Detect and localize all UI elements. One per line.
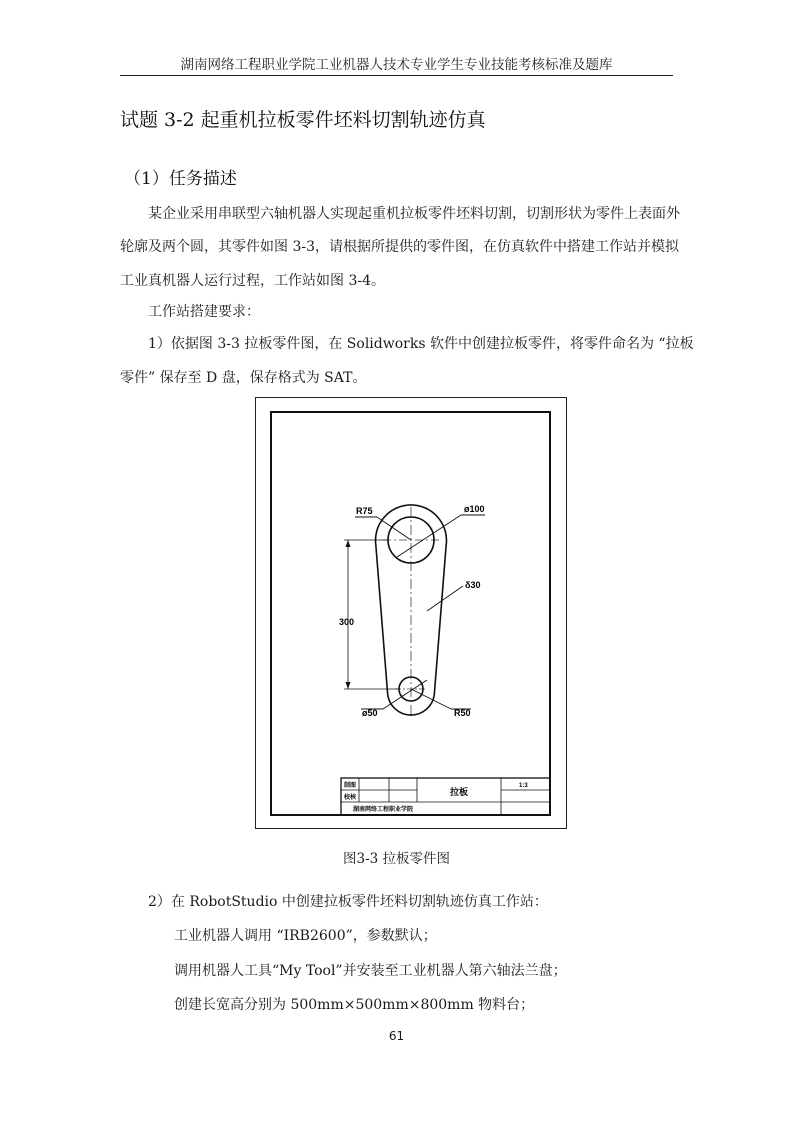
dim-r75: R75 [356,506,373,516]
dim-300: 300 [339,617,355,627]
svg-text:1:3: 1:3 [519,783,528,789]
paragraph-line: 创建长宽高分别为 500mm×500mm×800mm 物料台； [174,997,535,1013]
problem-title: 试题 3-2 起重机拉板零件坯料切割轨迹仿真 [120,109,486,131]
paragraph-line: 1）依据图 3-3 拉板零件图，在 Solidworks 软件中创建拉板零件，将零件命名为 “拉板 [148,336,694,352]
part-name: 拉板 [450,787,469,797]
dim-d50: ø50 [362,708,378,718]
paragraph-line: 轮廓及两个圆，其零件如图 3-3，请根据所提供的零件图，在仿真软件中搭建工作站并模拟 [120,239,679,255]
dim-r50: R50 [454,708,471,718]
title-block [341,778,550,815]
school-name: 湖南网络工程职业学院 [353,807,414,813]
dim-d100: ø100 [464,504,485,514]
part-drawing-figure [255,397,567,829]
dim-thickness: δ30 [465,580,481,590]
paragraph-line: 零件” 保存至 D 盘，保存格式为 SAT。 [120,370,367,386]
paragraph-line: 工业机器人调用 “IRB2600”，参数默认； [174,928,437,944]
section-heading: （1）任务描述 [124,169,237,189]
part-drawing [255,397,567,829]
page-number: 61 [388,1029,405,1043]
paragraph-line: 调用机器人工具“My Tool”并安装至工业机器人第六轴法兰盘； [174,963,567,979]
paragraph-line: 工业真机器人运行过程，工作站如图 3-4。 [120,273,385,289]
header-rule [120,75,673,76]
svg-text:校核: 校核 [344,795,357,801]
running-header: 湖南网络工程职业学院工业机器人技术专业学生专业技能考核标准及题库 [180,57,613,73]
figure-caption: 图3-3 拉板零件图 [342,851,451,867]
paragraph-line: 某企业采用串联型六轴机器人实现起重机拉板零件坯料切割，切割形状为零件上表面外 [148,206,680,222]
paragraph-line: 工作站搭建要求： [148,304,260,320]
svg-text:制图: 制图 [344,783,357,789]
paragraph-line: 2）在 RobotStudio 中创建拉板零件坯料切割轨迹仿真工作站： [148,894,548,910]
